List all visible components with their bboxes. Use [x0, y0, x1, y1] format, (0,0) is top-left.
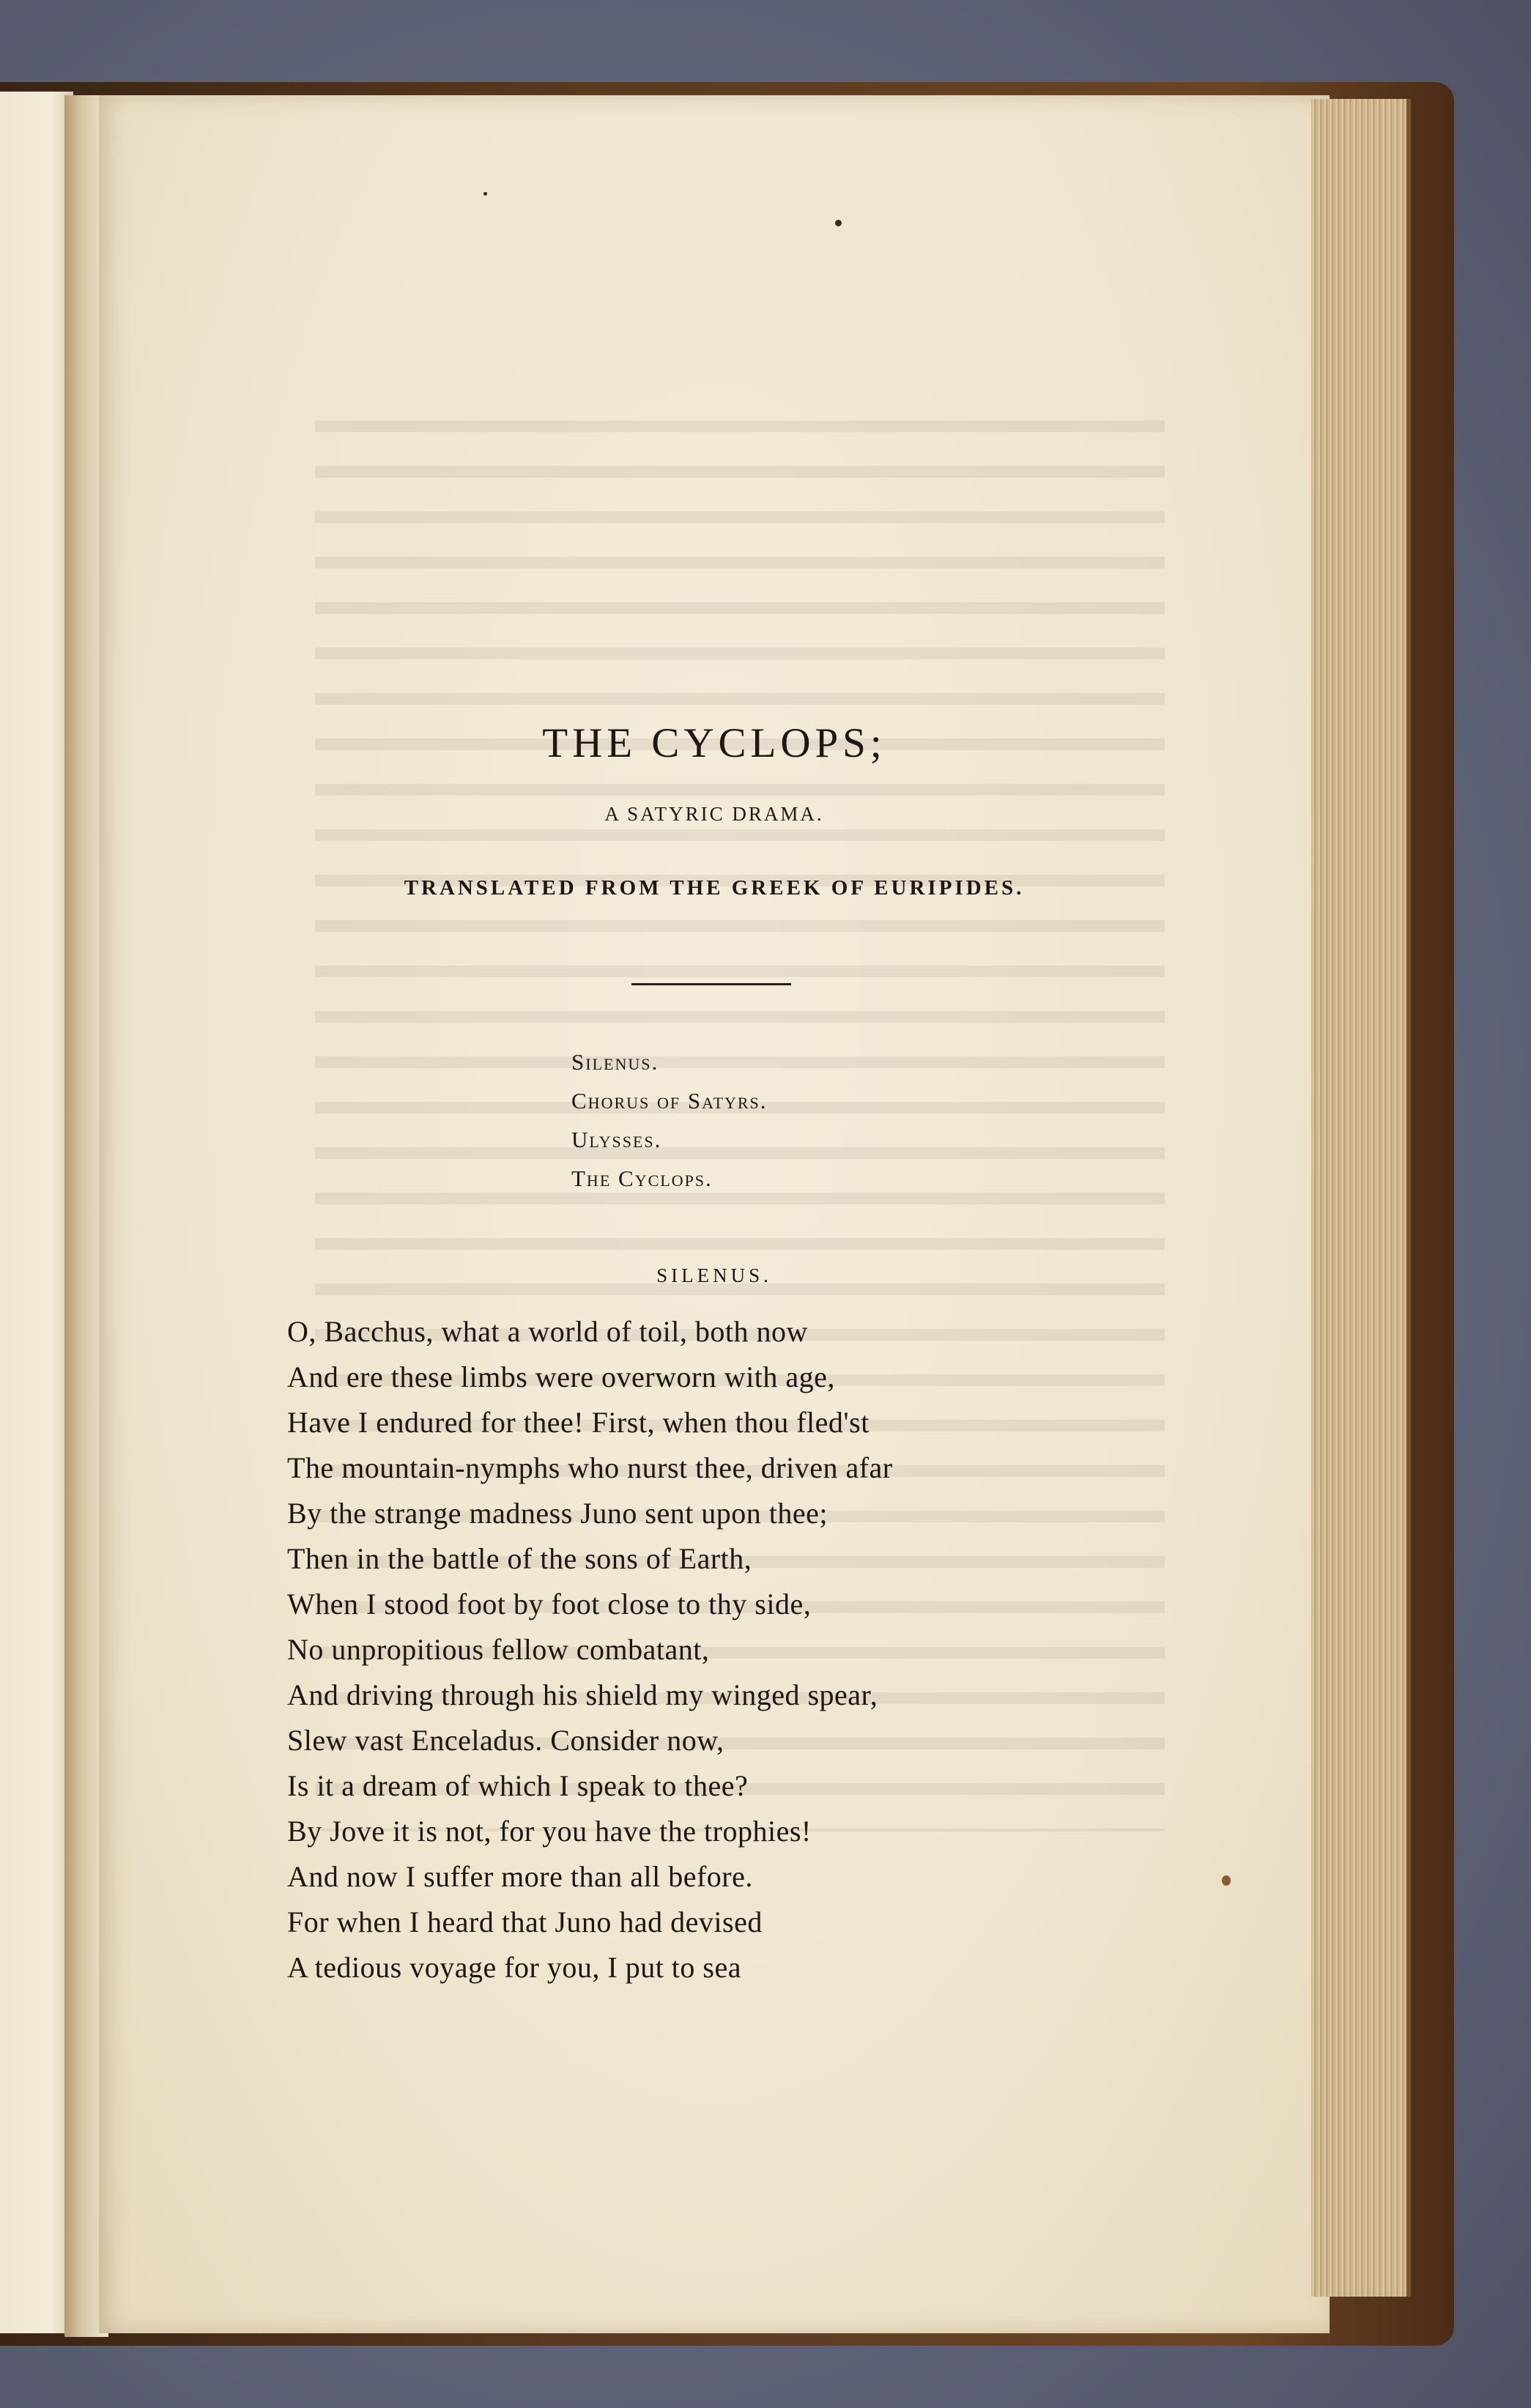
verse-line: And now I suffer more than all before. — [287, 1860, 753, 1893]
speaker-heading: SILENUS. — [656, 1264, 772, 1286]
play-title: THE CYCLOPS; — [542, 720, 886, 766]
paper-stain — [1222, 1875, 1231, 1886]
section-rule — [631, 983, 791, 985]
dramatis-persona: Silenus. — [571, 1049, 659, 1075]
verse-line: Slew vast Enceladus. Consider now, — [287, 1724, 724, 1757]
left-page-edge — [0, 92, 73, 2333]
translation-note: TRANSLATED FROM THE GREEK OF EURIPIDES. — [404, 876, 1025, 900]
verse-line: A tedious voyage for you, I put to sea — [287, 1951, 741, 1984]
verse-line: O, Bacchus, what a world of toil, both now — [287, 1315, 808, 1348]
verse-line: For when I heard that Juno had devised — [287, 1905, 763, 1938]
verse-line: And driving through his shield my winged spear, — [287, 1678, 878, 1711]
paper-speck — [835, 220, 842, 226]
verse-line: Is it a dream of which I speak to thee? — [287, 1769, 749, 1802]
dramatis-persona: The Cyclops. — [571, 1166, 713, 1191]
verse-line: No unpropitious fellow combatant, — [287, 1633, 710, 1666]
dramatis-persona: Ulysses. — [571, 1127, 662, 1152]
verse-line: By Jove it is not, for you have the trophies! — [287, 1815, 812, 1848]
verse-line: And ere these limbs were overworn with age, — [287, 1360, 835, 1393]
verse-line: By the strange madness Juno sent upon thee; — [287, 1497, 828, 1530]
verse-line: Then in the battle of the sons of Earth, — [287, 1542, 752, 1575]
page-fore-edge — [1311, 99, 1411, 2297]
verse-line: The mountain-nymphs who nurst thee, driven afar — [287, 1451, 893, 1484]
dramatis-persona: Chorus of Satyrs. — [571, 1088, 768, 1114]
play-subtitle: A SATYRIC DRAMA. — [604, 803, 824, 825]
paper-speck — [483, 192, 487, 196]
verse-line: Have I endured for thee! First, when thou fled'st — [287, 1406, 870, 1439]
verse-line: When I stood foot by foot close to thy side, — [287, 1588, 812, 1620]
